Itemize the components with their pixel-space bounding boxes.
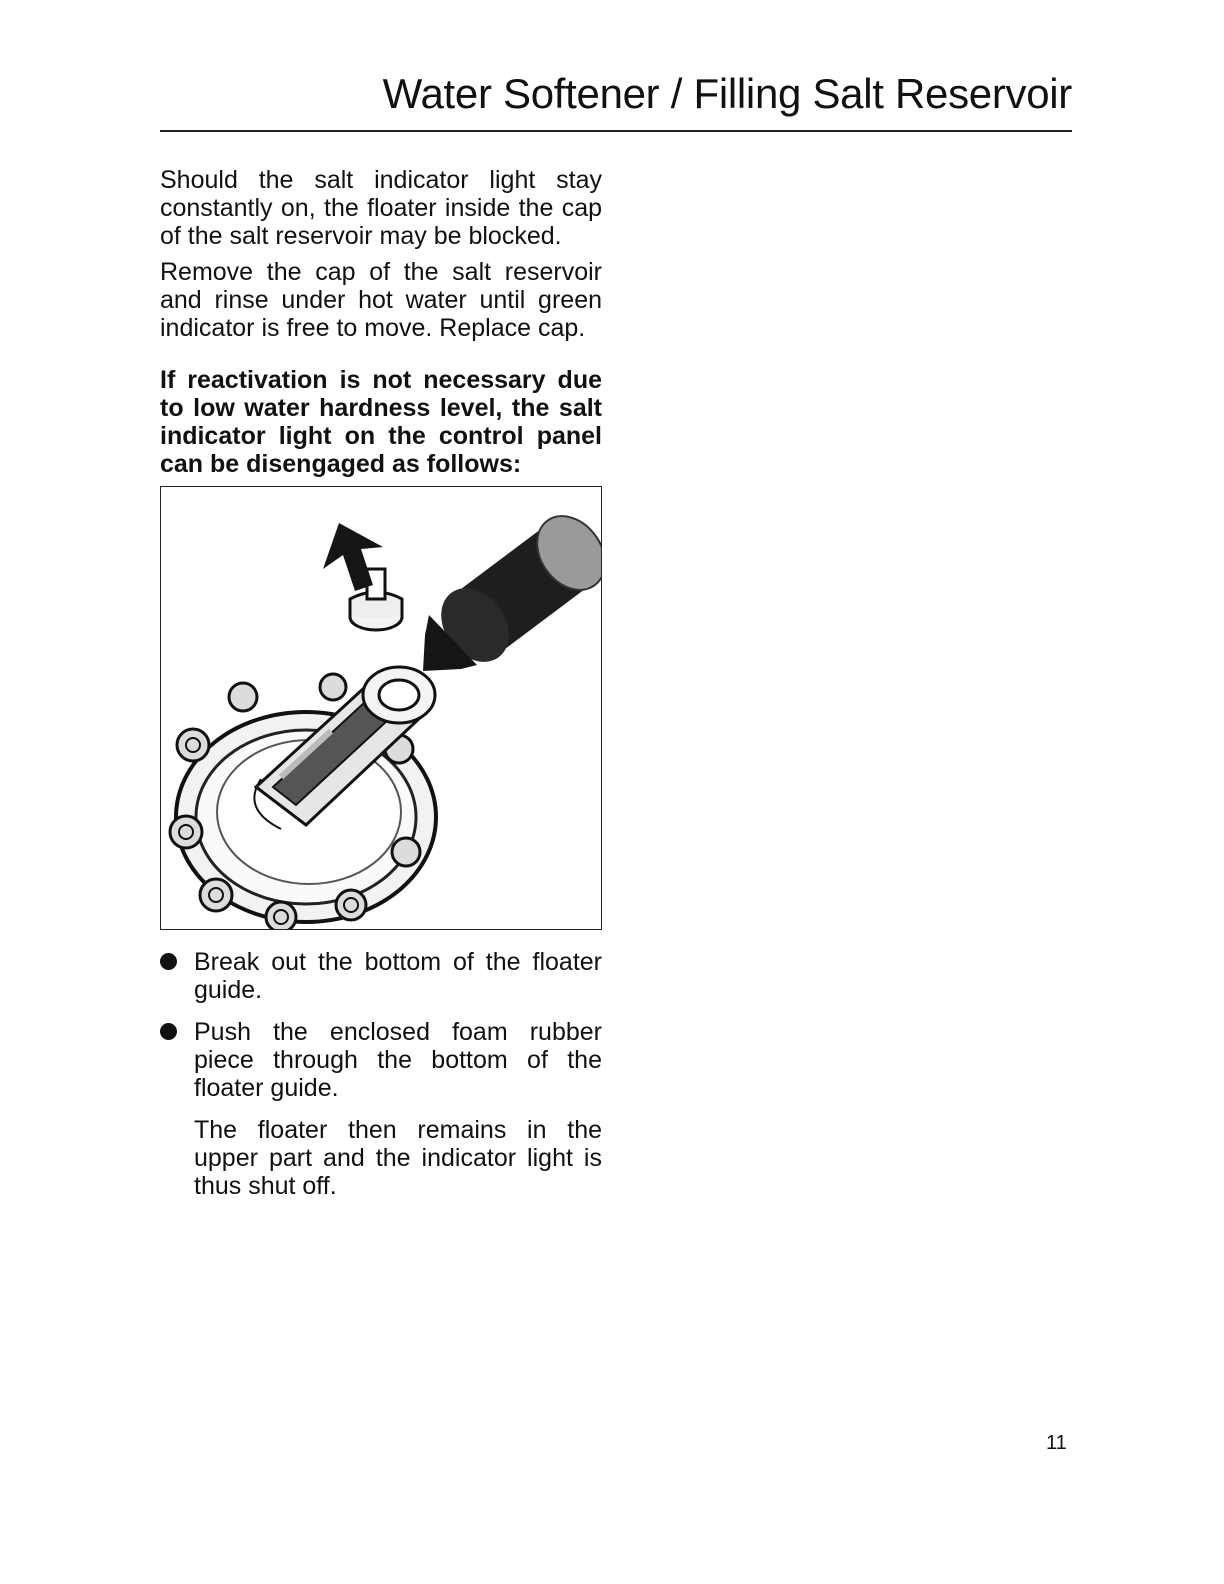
bullet-icon bbox=[160, 953, 177, 970]
follow-up-note: The floater then remains in the upper part and the indicator light is thus shut off. bbox=[194, 1116, 602, 1200]
salt-reservoir-cap-icon bbox=[161, 487, 601, 929]
list-item bbox=[160, 948, 602, 1004]
bold-note: If reactivation is not necessary due to low water hardness level, the salt indicator light on the control panel can be disengaged as follows: bbox=[160, 366, 602, 478]
content-column bbox=[160, 166, 602, 1208]
paragraph-blocked-floater: Should the salt indicator light stay constantly on, the floater inside the cap of the salt reservoir may be blocked. bbox=[160, 166, 602, 250]
salt-reservoir-illustration bbox=[160, 486, 602, 930]
list-item bbox=[160, 1018, 602, 1102]
bullet-icon bbox=[160, 1023, 177, 1040]
page-number: 11 bbox=[1046, 1432, 1067, 1454]
bullet-text: Push the enclosed foam rubber piece through the bottom of the floater guide. bbox=[194, 1018, 602, 1102]
title-rule bbox=[160, 130, 1072, 132]
bullet-text: Break out the bottom of the floater guide. bbox=[194, 948, 602, 1004]
instruction-list bbox=[160, 948, 602, 1102]
page-title: Water Softener / Filling Salt Reservoir bbox=[382, 70, 1072, 117]
paragraph-rinse-cap: Remove the cap of the salt reservoir and rinse under hot water until green indicator is free to move. Replace cap. bbox=[160, 258, 602, 342]
